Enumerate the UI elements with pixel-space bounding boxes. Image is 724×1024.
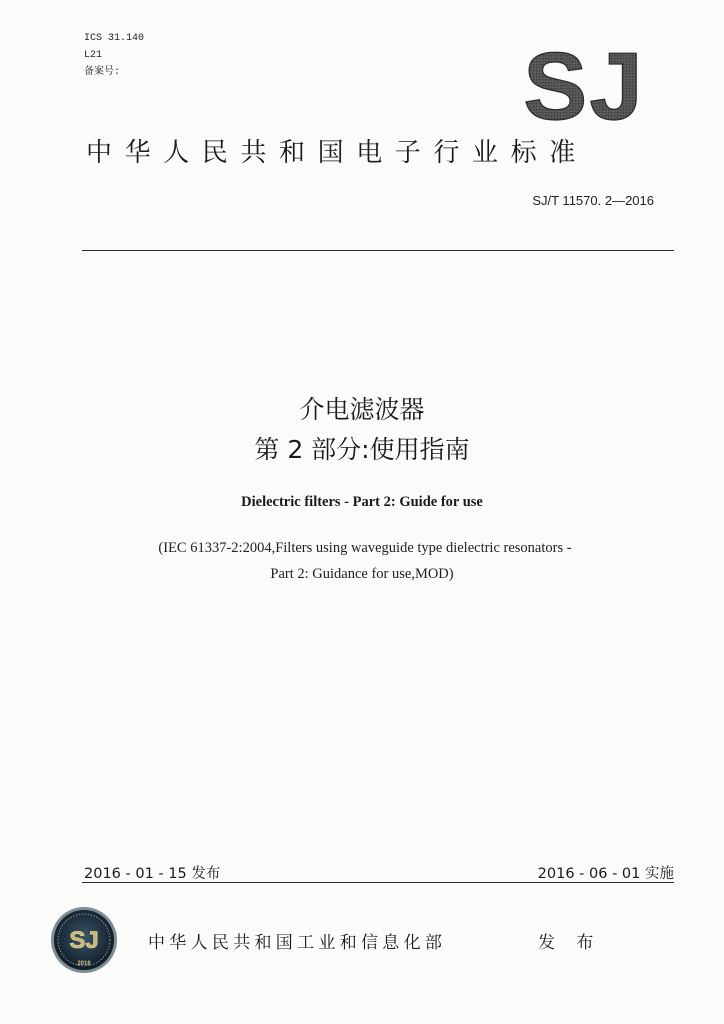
logo-text: SJ xyxy=(523,40,645,124)
title-cn-line1: 介电滤波器 xyxy=(299,395,425,424)
seal-year: 2016 xyxy=(77,961,91,967)
issue-date: 2016 - 01 - 15 发布 xyxy=(84,866,221,882)
standard-number: SJ/T 11570. 2—2016 xyxy=(532,193,654,208)
record-number-label: 备案号: xyxy=(84,67,121,78)
class-code: L21 xyxy=(84,50,103,61)
sj-logo xyxy=(518,40,650,124)
bottom-divider xyxy=(82,882,674,883)
implementation-date: 2016 - 06 - 01 实施 xyxy=(537,866,674,882)
top-divider xyxy=(82,250,674,251)
ics-code: ICS 31.140 xyxy=(84,33,145,44)
seal-text: SJ xyxy=(69,927,99,954)
title-en: Dielectric filters - Part 2: Guide for use xyxy=(241,494,483,510)
ministry-title: 中华人民共和国电子行业标准 xyxy=(86,138,588,168)
iec-reference-line1: (IEC 61337-2:2004,Filters using waveguide type dielectric resonators - xyxy=(158,540,572,556)
ministry-seal-icon xyxy=(48,905,120,975)
iec-reference-line2: Part 2: Guidance for use,MOD) xyxy=(270,566,454,582)
issuing-authority: 中华人民共和国工业和信息化部 xyxy=(148,933,447,953)
publish-label: 发 布 xyxy=(538,933,602,953)
title-cn-line2: 第 2 部分:使用指南 xyxy=(254,435,470,464)
classification-block xyxy=(84,30,144,81)
